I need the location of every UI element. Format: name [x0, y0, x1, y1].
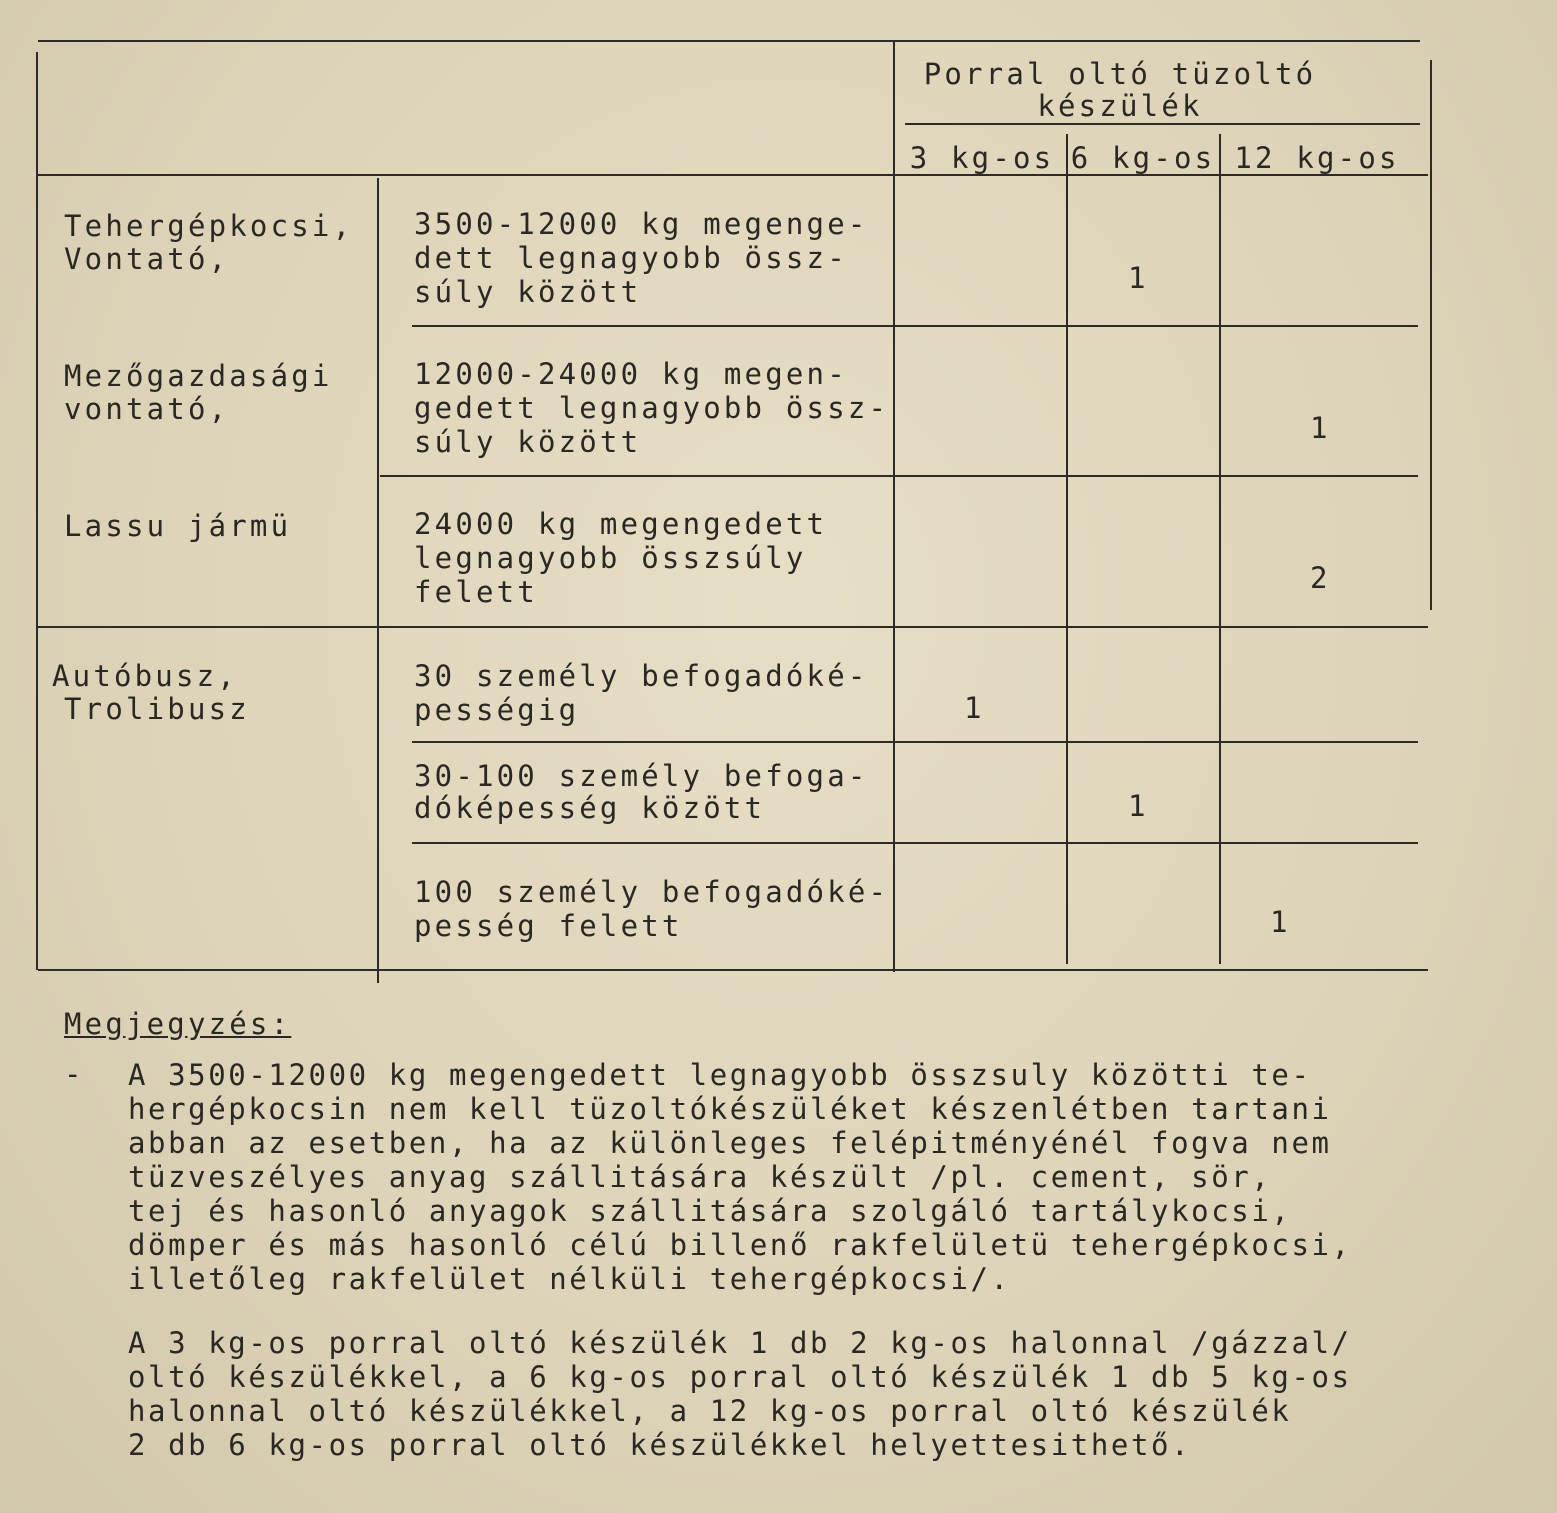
column-divider: [1219, 134, 1221, 964]
column-divider: [1066, 134, 1068, 964]
header-group-title-line1: Porral oltó tüzoltó: [923, 57, 1317, 91]
header-group-title-line2: készülék: [1037, 89, 1203, 123]
category-label: Mezőgazdasági: [64, 359, 333, 393]
row-description: 30 személy befogadóké-: [414, 659, 869, 693]
note-title: Megjegyzés:: [64, 1007, 292, 1041]
values-divider: [893, 42, 895, 972]
row-description: súly között: [414, 275, 642, 309]
note-line: 2 db 6 kg-os porral oltó készülékkel helyettesithető.: [128, 1428, 1192, 1462]
row-description: legnagyobb összsúly: [414, 541, 807, 575]
category-label: Lassu jármü: [64, 509, 292, 543]
column-header-3kg: 3 kg-os: [909, 141, 1055, 175]
row-divider: [412, 842, 1418, 844]
row-description: 12000-24000 kg megen-: [414, 357, 848, 391]
note-line: halonnal oltó készülékkel, a 12 kg-os porral oltó készülék: [128, 1394, 1292, 1428]
row-description: 100 személy befogadóké-: [414, 875, 890, 909]
row-description: 3500-12000 kg megenge-: [414, 207, 869, 241]
category-label: Autóbusz,: [52, 659, 238, 693]
row-description: pesség felett: [414, 909, 683, 943]
cell-value: 1: [1128, 261, 1146, 295]
table-bottom-border: [38, 969, 1428, 971]
table-right-border: [1430, 60, 1432, 610]
row-description: dóképesség között: [414, 791, 766, 825]
header-divider: [905, 123, 1420, 125]
table-top-border: [38, 40, 1420, 42]
cell-value: 1: [1128, 789, 1146, 823]
row-description: 30-100 személy befoga-: [414, 759, 869, 793]
note-line: A 3 kg-os porral oltó készülék 1 db 2 kg-os halonnal /gázzal/: [128, 1326, 1352, 1360]
row-description: felett: [414, 575, 538, 609]
cell-value: 1: [1310, 411, 1328, 445]
cell-value: 1: [1270, 905, 1288, 939]
cell-value: 2: [1310, 561, 1328, 595]
note-line: tej és hasonló anyagok szállitására szolgáló tartálykocsi,: [128, 1194, 1292, 1228]
category-label: vontató,: [64, 392, 230, 426]
note-line: dömper és más hasonló célú billenő rakfelületü tehergépkocsi,: [128, 1228, 1352, 1262]
table-left-border: [36, 52, 38, 970]
category-label: Vontató,: [64, 242, 230, 276]
category-label: Tehergépkocsi,: [64, 209, 354, 243]
note-line: oltó készülékkel, a 6 kg-os porral oltó készülék 1 db 5 kg-os: [128, 1360, 1352, 1394]
column-header-6kg: 6 kg-os: [1070, 141, 1216, 175]
category-label: Trolibusz: [64, 692, 250, 726]
row-divider: [380, 475, 1418, 477]
row-description: súly között: [414, 425, 642, 459]
note-dash: -: [64, 1057, 85, 1091]
note-line: A 3500-12000 kg megengedett legnagyobb összsuly közötti te-: [128, 1058, 1312, 1092]
note-line: tüzveszélyes anyag szállitására készült /pl. cement, sör,: [128, 1160, 1272, 1194]
note-line: illetőleg rakfelület nélküli tehergépkocsi/.: [128, 1262, 1011, 1296]
column-header-12kg: 12 kg-os: [1234, 141, 1400, 175]
note-line: abban az esetben, ha az különleges felépitményénél fogva nem: [128, 1126, 1332, 1160]
row-description: dett legnagyobb össz-: [414, 241, 848, 275]
row-description: pességig: [414, 693, 580, 727]
note-line: hergépkocsin nem kell tüzoltókészüléket készenlétben tartani: [128, 1092, 1332, 1126]
cell-value: 1: [964, 691, 982, 725]
row-divider: [412, 325, 1418, 327]
row-description: 24000 kg megengedett: [414, 507, 828, 541]
row-divider: [412, 741, 1418, 743]
category-divider: [377, 178, 379, 983]
row-description: gedett legnagyobb össz-: [414, 391, 890, 425]
